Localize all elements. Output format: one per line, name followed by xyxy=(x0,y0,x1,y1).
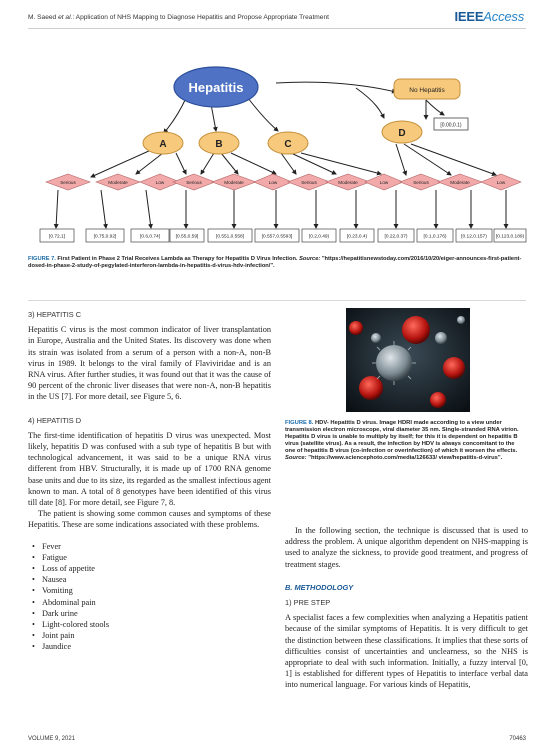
header-title: : Application of NHS Mapping to Diagnose Hepatitis and Propose Appropriate Treatment xyxy=(72,14,329,21)
paragraph-pre-step: A specialist faces a few complexities when analyzing a Hepatitis patient because of the similar symptoms of Hepatitis. It is very difficult to get the distinction between these classifications. It implies that these sorts of difficulties consist of uncertainties and unclearness, so the NHS is appropriate to deal with such information. Initially, a fuzzy interval [0, 1] is established for different types of Hepatitis to interface verbal data into numerical language. For various kinds of Hepatitis, xyxy=(285,613,528,690)
figure-7-source: "https://hepatitisnewstoday.com/2016/10/20/eiger-announces-first-patient-dosed-in-phase-2-study-of-pegylated-interferon-lambda-in-hepatitis-d-virus-hdv-infection/". xyxy=(28,256,522,269)
list-item: • Vomiting xyxy=(42,585,271,596)
diamond-d-serious-label: Serious xyxy=(413,180,429,185)
right-column xyxy=(285,525,528,691)
header-etal: et al. xyxy=(56,14,73,21)
logo-sub: Access xyxy=(483,9,524,24)
diagram-connectors xyxy=(56,82,506,228)
severity-diamonds xyxy=(46,174,521,190)
paragraph-hepatitis-c: Hepatitis C virus is the most common indicator of liver transplantation in Europe, Australia and the United States. Its discovery was done when its strain was isolated from a serum of a person with a non-A, non-B virus in 1989. It belongs to the viral family of Flaviviridae and is an RNA virus. After further studies, it was found out that it was the cause of 90 percent of the chronic liver diseases that were non-A, non-B hepatitis in the US [7]. For more detail, see Figure 5, 6. xyxy=(28,325,271,402)
paragraph-section-intro: In the following section, the technique is discussed that is used to address the problem. A unique algorithm dependent on NHS-mapping is used to analyze the sickness, to provide good treatment, and progress of treatment stages. xyxy=(285,526,528,569)
figure-separator xyxy=(28,300,526,301)
root-label: Hepatitis xyxy=(188,80,244,95)
heading-hepatitis-d: 4) HEPATITIS D xyxy=(28,415,82,425)
type-label-c: C xyxy=(284,139,292,150)
interval-10: [0.1,0.176) xyxy=(423,234,447,240)
diamond-c-moderate-label: Moderate xyxy=(338,180,358,185)
type-label-a: A xyxy=(159,139,167,150)
diamond-b-moderate-label: Moderate xyxy=(224,180,244,185)
header-author: M. Saeed xyxy=(28,14,57,21)
type-label-d: D xyxy=(398,128,406,139)
figure-8-caption xyxy=(285,420,523,461)
diamond-d-moderate-label: Moderate xyxy=(450,180,470,185)
type-nodes xyxy=(143,121,422,154)
logo-main: IEEE xyxy=(454,9,484,24)
interval-8: [0.23,0.4) xyxy=(346,234,368,240)
diamond-a-serious-label: Serious xyxy=(60,180,76,185)
interval-9: [0.22,0.37) xyxy=(384,234,408,240)
interval-5: [0.551,0.558] xyxy=(215,234,245,240)
interval-12: [0.123,0.189) xyxy=(495,234,525,240)
diamond-c-low-label: Low xyxy=(379,180,389,185)
list-item: • Joint pain xyxy=(42,630,271,641)
diamond-c-serious-label: Serious xyxy=(301,180,317,185)
figure-8-virus-image xyxy=(346,308,470,412)
figure-8-caption-text: HDV- Hepatitis D virus. Image HDRI made according to a view under transmission electron microscope, viral diameter 35 nm. Single-stranded RNA virion. Hepatitis D virus is unable to multiply by itself; for this it is dependent on hepatitis B virus (satellite virus). As a result, the infection by HDV is always concomitant to the one of hepatitis B virus (co-infection or overinfection) of which it worsen the effects. xyxy=(285,420,519,454)
figure-7-caption-text: First Patient in Phase 2 Trial Receives Lambda as Therapy for Hepatitis D Virus Infection. xyxy=(55,256,300,262)
figure-7-source-label: Source: xyxy=(299,256,321,262)
running-header xyxy=(28,14,329,21)
paragraph-symptoms-intro: The patient is showing some common causes and symptoms of these Hepatitis. These are some indications associated with these problems. xyxy=(28,509,271,530)
figure-7-caption xyxy=(28,256,528,270)
figure-7-hierarchy-diagram xyxy=(26,40,528,250)
diamond-a-moderate-label: Moderate xyxy=(108,180,128,185)
list-item: • Fever xyxy=(42,541,271,552)
no-hepatitis-label: No Hepatitis xyxy=(409,87,445,94)
header-rule xyxy=(28,28,526,29)
diamond-b-serious-label: Serious xyxy=(186,180,202,185)
list-item: • Loss of appetite xyxy=(42,563,271,574)
list-item: • Light-colored stools xyxy=(42,619,271,630)
diamond-a-low-label: Low xyxy=(155,180,165,185)
footer-page-number: 70463 xyxy=(509,736,526,742)
diamond-d-low-label: Low xyxy=(496,180,506,185)
footer-volume: VOLUME 9, 2021 xyxy=(28,736,76,742)
list-item: • Nausea xyxy=(42,574,271,585)
no-hepatitis-connector xyxy=(426,100,444,115)
diamond-b-low-label: Low xyxy=(268,180,278,185)
heading-hepatitis-c: 3) HEPATITIS C xyxy=(28,310,82,319)
heading-methodology: B. METHODOLOGY xyxy=(285,582,354,592)
figure-7-label: FIGURE 7. xyxy=(28,256,56,262)
list-item: • Dark urine xyxy=(42,608,271,619)
type-label-b: B xyxy=(215,139,223,150)
interval-6: [0.557,0.5593] xyxy=(261,234,293,240)
heading-pre-step: 1) PRE STEP xyxy=(285,598,331,608)
ieee-access-logo xyxy=(454,9,524,24)
figure-8-source-label: Source: xyxy=(285,454,307,461)
list-item: • Abdominal pain xyxy=(42,597,271,608)
interval-7: [0.2,0.49) xyxy=(308,234,330,240)
list-item: • Jaundice xyxy=(42,641,271,652)
left-column xyxy=(28,309,271,653)
figure-8-label: FIGURE 8. xyxy=(285,420,314,426)
paragraph-hepatitis-d: The first-time identification of hepatitis D virus was unexpected. Most likely, hepatitis D was confused with a sub type of hepatitis B but with technological advancement, it was said to be a unique RNA virus different from HBV. Structurally, it is made up of 1700 RNA genome base units and due to its size, its regarded as the smallest infectious agent known to man. A total of 8 genotypes have been identified of this virus till date [8]. For more detail, see Figure 7, 8. xyxy=(28,430,271,508)
interval-11: [0.12,0.157) xyxy=(461,234,487,240)
interval-3: [0.6,0.74] xyxy=(139,234,161,240)
interval-4: [0.55,0.59] xyxy=(175,234,199,240)
interval-1: [0.72,1] xyxy=(48,234,66,240)
list-item: • Fatigue xyxy=(42,552,271,563)
interval-boxes xyxy=(40,229,526,242)
interval-2: [0.75,0.92] xyxy=(93,234,117,240)
no-hepatitis-interval: [0.00,0.1) xyxy=(440,122,462,129)
figure-8-source: "https://www.sciencephoto.com/media/126633/ view/hepatitis-d-virus". xyxy=(306,454,503,461)
symptom-list xyxy=(28,541,271,653)
